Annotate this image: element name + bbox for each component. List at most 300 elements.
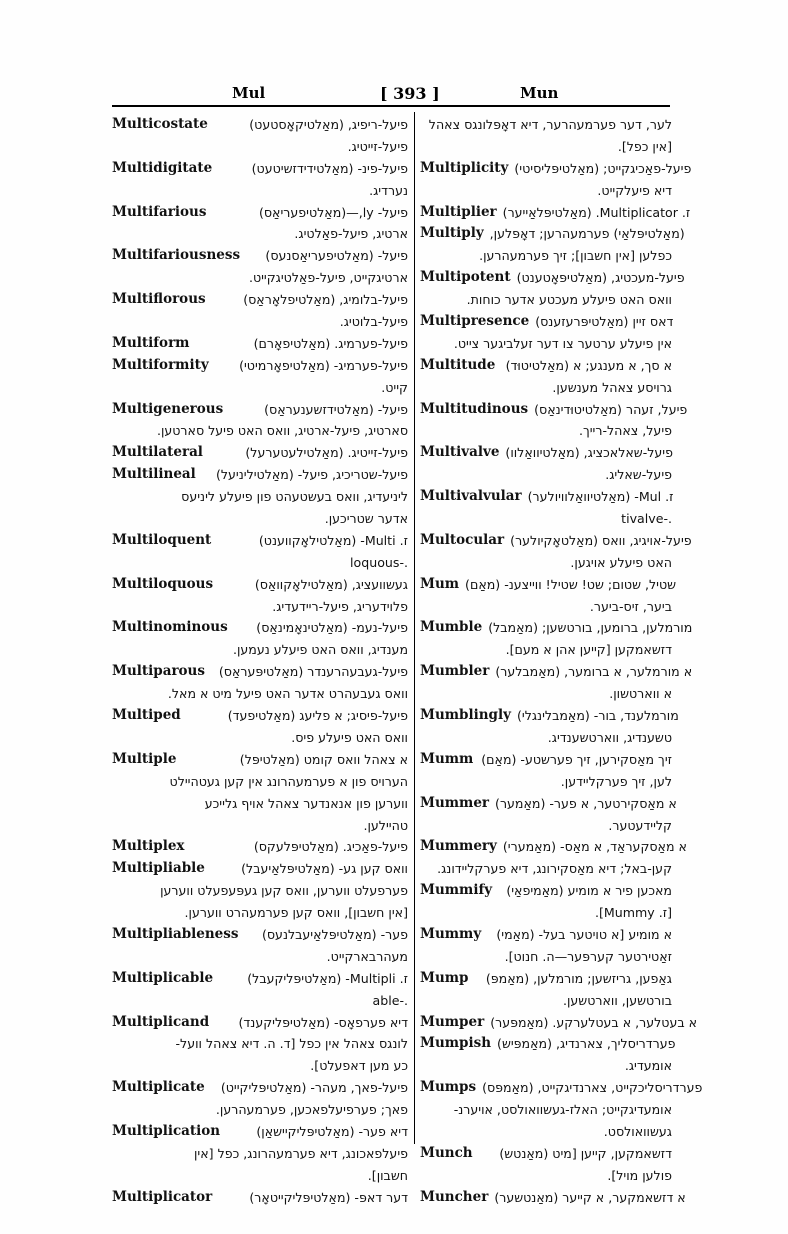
entry-line: [112, 442, 408, 464]
entry-line: [420, 180, 672, 202]
dictionary-entry: [420, 749, 672, 793]
definition-text: פיעל-בלומיג, (מאַלטיפלאָראַס): [243, 292, 408, 308]
entry-line: [420, 399, 688, 421]
definition-text: חשבון].: [367, 1167, 408, 1183]
entry-line: [112, 267, 408, 289]
entry-line: [112, 771, 408, 793]
entry-line: [420, 880, 672, 902]
entry-line: [112, 1055, 408, 1077]
entry-line: [420, 420, 672, 442]
entry-line: [420, 1143, 672, 1165]
entry-line: [112, 639, 408, 661]
entry-line: [112, 464, 408, 486]
headword: Multiplication: [112, 1122, 221, 1139]
definition-text: כע מען דאפעלט].: [310, 1058, 408, 1074]
definition-text: א מאַסקעראַד, א מאַס- (מאַמערי): [502, 839, 687, 855]
entry-line: [112, 1033, 408, 1055]
entry-line: [420, 136, 672, 158]
definition-text: א ווארטשון.: [609, 686, 672, 702]
entry-line: [420, 1055, 672, 1077]
headword: Mumm: [420, 750, 474, 767]
entry-line: [420, 574, 677, 596]
headword: Mummer: [420, 794, 490, 811]
entry-line: [112, 552, 408, 574]
definition-text: [אין חשבון], וואס קען פערמעהרט ווערען.: [184, 905, 408, 921]
entry-line: [112, 990, 408, 1012]
entry-line: [420, 530, 692, 552]
headword: Multilateral: [112, 444, 203, 461]
definition-text: דזשאמקען [קייען אהן א מעם].: [505, 642, 672, 658]
dictionary-entry: [112, 114, 408, 158]
dictionary-entry: [420, 267, 685, 311]
definition-text: א דזשאמקער, א קייער (מאַנטשער): [494, 1189, 686, 1205]
definition-text: [אין כפל].: [617, 138, 672, 154]
definition-text: טשענדיג, ווארטשענדיג.: [547, 729, 672, 745]
running-head-left: Mul: [232, 84, 266, 102]
dictionary-entry: [112, 464, 408, 530]
entry-line: [112, 1099, 408, 1121]
entry-line: [420, 858, 672, 880]
headword: Mumper: [420, 1013, 485, 1030]
entry-line: [112, 749, 408, 771]
dictionary-entry: [420, 158, 692, 202]
entry-line: [420, 355, 672, 377]
definition-text: פולען מויל].: [607, 1167, 672, 1183]
entry-line: [112, 311, 408, 333]
entry-line: [420, 1165, 672, 1187]
left-column: [112, 114, 408, 1209]
running-head-right: Mun: [520, 84, 559, 102]
dictionary-entry: [420, 1077, 703, 1143]
dictionary-entry: [112, 617, 408, 661]
dictionary-entry: [112, 289, 408, 333]
entry-line: [112, 683, 408, 705]
headword: Multiform: [112, 334, 190, 351]
entry-line: [420, 968, 672, 990]
entry-line: [112, 924, 408, 946]
definition-text: אין פיעלע ערטער צו דער זעלביגער צייט.: [453, 335, 672, 351]
headword: Multocular: [420, 531, 505, 548]
definition-text: מענדיג, וואס האט פיעלע נעמען.: [232, 642, 408, 658]
entry-line: [112, 836, 408, 858]
definition-text: מורמלען, ברומען, בורטשען; (מאַמבל): [488, 620, 693, 636]
headword: Multifariousness: [112, 247, 241, 264]
definition-text: מורמלענד, בור- (מאַמבלינגלי): [516, 708, 679, 724]
definition-text: קען-באל; דיא מאַסקירונג, דיא פערקליידונג.: [437, 861, 672, 877]
entry-line: [420, 836, 687, 858]
definition-text: פיעל, צאהל-רייך.: [578, 423, 672, 439]
dictionary-entry: [112, 158, 408, 202]
definition-text: able-.: [372, 992, 408, 1008]
entry-line: [112, 355, 408, 377]
definition-text: טהיילען.: [363, 817, 408, 833]
definition-text: לונגס צאהל אין כפל [ד. ה. דיא צאהל וועל-: [175, 1036, 408, 1052]
definition-text: א סך, א מענגע; א (מאַלטיטוּד): [505, 357, 672, 373]
entry-line: [112, 946, 408, 968]
headword: Multipotent: [420, 269, 511, 286]
definition-text: דיא פיעלקייט.: [597, 182, 672, 198]
definition-text: פערפעלט ווערען, וואס קען געפּעפעלט ווערען: [160, 883, 408, 899]
dictionary-entry: [112, 202, 408, 246]
headword: Mummify: [420, 882, 493, 899]
entry-line: [420, 596, 672, 618]
entry-line: [420, 1077, 703, 1099]
entry-line: [112, 902, 408, 924]
dictionary-entry: [112, 399, 408, 443]
entry-line: [112, 399, 408, 421]
entry-line: [112, 245, 408, 267]
definition-text: דאס זיין (מאַלטיפּרעזענס): [535, 314, 674, 330]
definition-text: פיעל-פאך, מעהר- (מאַלטיפּליקייט): [220, 1080, 408, 1096]
entry-line: [112, 858, 408, 880]
entry-line: [420, 617, 693, 639]
definition-text: האט פיעלע אויגען.: [570, 554, 672, 570]
right-column: [420, 114, 703, 1209]
definition-text: כפלען [אין חשבון]; זיך פערמעהרען.: [479, 248, 672, 264]
definition-text: וואס האט פיעלע מעכטע אדער כוחות.: [466, 292, 672, 308]
headword: Multivalvular: [420, 488, 522, 505]
entry-line: [420, 464, 672, 486]
dictionary-entry: [112, 245, 408, 289]
headword: Multilineal: [112, 466, 196, 483]
definition-text: שטיל, שטום; שט! שטיל! ווייצענ- (מאַם): [465, 576, 677, 592]
entry-line: [420, 223, 685, 245]
dictionary-entry: [420, 880, 672, 924]
definition-text: פיעל-געבעהרענדר (מאַלטיפּעראַס): [218, 664, 408, 680]
definition-text: ז. Mul- (מאַלטיוואַלוויולער): [527, 489, 674, 505]
dictionary-entry: [112, 1077, 408, 1121]
definition-text: פיעל-מעכטיג, (מאַלטיפּאָטענט): [516, 270, 685, 286]
definition-text: פיעל-פינ- (מאַלטידידזשיטעט): [251, 160, 408, 176]
dictionary-entry: [420, 202, 691, 224]
definition-text: מעהרבארקייט.: [326, 948, 408, 964]
definition-text: [ז. Mummy].: [594, 905, 672, 921]
column-divider: [414, 112, 415, 1144]
entry-line: [420, 289, 672, 311]
headword: Multipliableness: [112, 925, 239, 942]
entry-line: [420, 902, 672, 924]
entry-line: [420, 705, 679, 727]
entry-line: [112, 136, 408, 158]
entry-line: [112, 880, 408, 902]
dictionary-entry: [112, 924, 408, 968]
definition-text: לער, דער פערמעהרער, דיא דאָפּלונגס צאהל: [428, 117, 672, 132]
definition-text: וואס געבעהרט אדער האט פיעל מיט א מאל.: [167, 686, 408, 702]
headword: Multiloquous: [112, 575, 214, 592]
definition-text: פיעל-זייטיג. (מאַלטילעטערעל): [245, 445, 408, 461]
dictionary-entry: [420, 617, 693, 661]
entry-line: [420, 1099, 672, 1121]
definition-text: בורטשען, ווארטשען.: [562, 992, 672, 1008]
dictionary-entry: [112, 749, 408, 837]
dictionary-entry: [420, 1012, 698, 1034]
headword: Mum: [420, 575, 460, 592]
headword: Multidigitate: [112, 159, 213, 176]
definition-text: מאכען פיר א מומיע (מאַמיפאַי): [506, 883, 672, 899]
headword: Multiple: [112, 750, 177, 767]
entry-line: [112, 1012, 408, 1034]
entry-line: [420, 267, 685, 289]
definition-text: פיעל-פאַכיגקייט; (מאַלטיפּליסיטי): [514, 160, 692, 176]
headword: Multipliable: [112, 860, 205, 877]
definition-text: ארטיג, פיעל-פאַלטיג.: [294, 226, 408, 242]
entry-line: [112, 289, 408, 311]
definition-text: אדער שטריכען.: [324, 511, 408, 527]
entry-line: [112, 333, 408, 355]
headword: Multiformity: [112, 356, 209, 373]
entry-line: [420, 311, 672, 333]
definition-text: גרויסע צאהל מענשען.: [552, 379, 672, 395]
entry-line: [112, 661, 408, 683]
entry-line: [112, 1143, 408, 1165]
dictionary-entry: [420, 114, 672, 158]
headword: Multigenerous: [112, 400, 224, 417]
entry-line: [112, 1187, 408, 1209]
dictionary-entry: [420, 311, 672, 355]
definition-text: פיעל-זייטיג.: [347, 138, 408, 154]
headword: Multiplicity: [420, 159, 509, 176]
entry-line: [112, 420, 408, 442]
dictionary-entry: [420, 530, 692, 574]
definition-text: פיעל-פערמיג- (מאַלטיפאָרמיטי): [239, 357, 408, 373]
headword: Multiloquent: [112, 531, 212, 548]
dictionary-entry: [112, 1187, 408, 1209]
header-rule: [112, 105, 670, 107]
entry-line: [112, 202, 408, 224]
headword: Mummery: [420, 838, 497, 855]
headword: Multiped: [112, 707, 181, 724]
dictionary-entry: [112, 1012, 408, 1078]
headword: Mummy: [420, 925, 482, 942]
definition-text: פיעל-ריפיג, (מאַלטיקאָסטעט): [249, 117, 408, 132]
headword: Multipresence: [420, 313, 530, 330]
entry-line: [420, 508, 672, 530]
dictionary-entry: [420, 1033, 676, 1077]
entry-line: [112, 617, 408, 639]
definition-text: פערדריסליכקייט, צארנדיגקייט, (מאַמפּס): [482, 1080, 703, 1096]
definition-text: וואס האט פיעלע פיס.: [291, 729, 408, 745]
entry-line: [112, 815, 408, 837]
dictionary-entry: [112, 968, 408, 1012]
dictionary-entry: [420, 355, 672, 399]
entry-line: [420, 683, 672, 705]
definition-text: געשוועציג, (מאַלטילאָקוואַס): [254, 576, 408, 592]
definition-text: פערדריסליך, צארנדיג, (מאַמפּיש): [497, 1036, 676, 1052]
entry-line: [420, 114, 672, 136]
dictionary-entry: [112, 1121, 408, 1187]
entry-line: [112, 727, 408, 749]
dictionary-entry: [112, 333, 408, 355]
entry-line: [420, 1012, 698, 1034]
definition-text: פיעלפאכונג, דיא פערמעהרונג, כפל [אין: [193, 1145, 408, 1161]
definition-text: ארטיגקייט, פיעל-פאַלטיגקייט.: [248, 270, 408, 286]
dictionary-entry: [112, 858, 408, 924]
headword: Mump: [420, 969, 469, 986]
definition-text: א מורמלער, א ברומער, (מאַמבלער): [495, 664, 693, 680]
entry-line: [420, 924, 672, 946]
dictionary-entry: [112, 355, 408, 399]
entry-line: [420, 661, 693, 683]
entry-line: [112, 530, 408, 552]
definition-text: דער דאפּ- (מאַלטיפּליקייטאָר): [249, 1189, 408, 1205]
entry-line: [112, 596, 408, 618]
entry-line: [420, 486, 672, 508]
entry-line: [420, 377, 672, 399]
entry-line: [420, 639, 672, 661]
dictionary-entry: [420, 486, 672, 530]
dictionary-entry: [420, 793, 677, 837]
definition-text: ביער, זיס-ביער.: [589, 598, 672, 614]
entry-line: [112, 574, 408, 596]
entry-line: [112, 180, 408, 202]
entry-line: [420, 333, 672, 355]
dictionary-entry: [420, 442, 672, 486]
definition-text: פיעל-פיסיג; א פליעג (מאַלטיפעד): [227, 708, 408, 724]
definition-text: פיעל-נעמ- (מאַלטינאָמינאַס): [256, 620, 408, 636]
definition-text: loquous-.: [350, 554, 408, 570]
headword: Multiplier: [420, 203, 497, 220]
dictionary-entry: [112, 705, 408, 749]
entry-line: [420, 552, 672, 574]
headword: Multiplex: [112, 838, 185, 855]
entry-line: [112, 223, 408, 245]
headword: Multiplicable: [112, 969, 214, 986]
definition-text: זאַטירטער קערפּער—ה. חנוט].: [504, 948, 672, 964]
dictionary-entry: [420, 1187, 686, 1209]
definition-text: סארטיג, פיעל-ארטיג, וואס האט פיעל סארטען.: [156, 423, 408, 439]
entry-line: [420, 442, 672, 464]
entry-line: [112, 1165, 408, 1187]
headword: Multinominous: [112, 619, 228, 636]
entry-line: [420, 158, 692, 180]
entry-line: [112, 705, 408, 727]
definition-text: געשוואולסט.: [603, 1123, 672, 1139]
headword: Mumble: [420, 619, 483, 636]
dictionary-entry: [420, 705, 679, 749]
definition-text: פלוידעריג, פיעל-ריידעדיג.: [272, 598, 408, 614]
definition-text: דיא פערפאָס- (מאַלטיפּליקענד): [238, 1014, 408, 1030]
definition-text: לען, זיך פערקליידען.: [560, 773, 672, 789]
dictionary-entry: [420, 574, 677, 618]
headword: Muncher: [420, 1188, 489, 1205]
entry-line: [420, 793, 677, 815]
definition-text: דיא פער- (מאַלטיפּליקיישאַן): [256, 1123, 408, 1139]
definition-text: אומעדיג.: [624, 1058, 672, 1074]
dictionary-entry: [112, 836, 408, 858]
dictionary-entry: [420, 223, 685, 267]
entry-line: [420, 815, 672, 837]
definition-text: פיעל-שטריכיג, פיעל- (מאַלטיליניעל): [215, 467, 408, 483]
headword: Multiplicator: [112, 1188, 213, 1205]
entry-line: [112, 793, 408, 815]
definition-text: ליניעדיג, וואס בעשטעהט פון פיעלע ליניעס: [181, 489, 408, 505]
headword: Munch: [420, 1144, 473, 1161]
headword: Mumbler: [420, 663, 490, 680]
definition-text: הערויס פון א פערמעהרונג אין קען געטהיילט: [169, 773, 408, 789]
headword: Multiplicand: [112, 1013, 210, 1030]
definition-text: פיעל- (מאַלטיפעריאַסנעס): [265, 248, 408, 264]
definition-text: פיעל, זעהר (מאַלטיטוּדינאַס): [534, 401, 688, 417]
definition-text: קליידעטער.: [608, 817, 672, 833]
definition-text: ז. Multiplicator. (מאַלטיפּלאַייער): [502, 204, 691, 220]
definition-text: פיעל-שאלאכציג, (מאַלטיוואַלוו): [505, 445, 673, 461]
definition-text: פיעל-פערמיג. (מאַלטיפאָרם): [253, 335, 408, 351]
definition-text: זיך מאַסקירען, זיך פערשטע- (מאַם): [481, 751, 672, 767]
dictionary-entry: [420, 661, 693, 705]
entry-line: [420, 727, 672, 749]
definition-text: א מומיע [א טויטער בעל- (מאַמי): [496, 926, 672, 942]
headword: Multitude: [420, 356, 496, 373]
definition-text: ז. Multi- (מאַלטילאָקווענט): [258, 532, 408, 548]
definition-text: פער- (מאַלטיפּלאַיעבלנעס): [261, 926, 408, 942]
entry-line: [112, 158, 408, 180]
entry-line: [112, 508, 408, 530]
dictionary-entry: [112, 574, 408, 618]
entry-line: [112, 377, 408, 399]
definition-text: פיעל- ly,—(מאַלטיפעריאַס): [258, 204, 408, 220]
headword: Mumpish: [420, 1035, 492, 1052]
entry-line: [420, 946, 672, 968]
headword: Multiply: [420, 225, 484, 242]
definition-text: קייט.: [381, 379, 408, 395]
entry-line: [112, 1077, 408, 1099]
page-number: [ 393 ]: [380, 84, 440, 103]
entry-line: [420, 990, 672, 1012]
definition-text: פיעל-אויגיג, וואס (מאַלטאָקיולער): [510, 532, 692, 548]
headword: Multivalve: [420, 444, 500, 461]
dictionary-entry: [420, 1143, 672, 1187]
headword: Mumps: [420, 1079, 477, 1096]
entry-line: [112, 968, 408, 990]
definition-text: נערדיג.: [369, 182, 408, 198]
entry-line: [112, 114, 408, 136]
definition-text: א בעטלער, א בעטלערקע. (מאַמפּער): [490, 1014, 698, 1030]
entry-line: [420, 202, 691, 224]
dictionary-entry: [112, 661, 408, 705]
definition-text: פיעל-פאַכיג. (מאַלטיפּלעקס): [253, 839, 408, 855]
definition-text: א צאהל וואס קומט (מאַלטיפּל): [239, 751, 408, 767]
definition-text: אומעדיגקייט; האלז-געשוואולסט, אויערנ-: [453, 1102, 672, 1118]
definition-text: פיעל- (מאַלטידזשענעראַס): [264, 401, 408, 417]
definition-text: פיעל-בלוטיג.: [339, 314, 408, 330]
definition-text: דזשאמקען, קייען [מיט (מאַנטש): [499, 1145, 672, 1161]
headword: Multitudinous: [420, 400, 529, 417]
definition-text: פיעל-שאליג.: [605, 467, 672, 483]
dictionary-entry: [420, 924, 672, 968]
definition-text: וואס קען גע- (מאַלטיפּלאַיעבל): [241, 861, 408, 877]
dictionary-entry: [112, 442, 408, 464]
definition-text: (מאַלטיפּלאַי) פערמעהרען; דאָפּלען,: [489, 226, 685, 242]
entry-line: [112, 486, 408, 508]
entry-line: [420, 771, 672, 793]
entry-line: [420, 1121, 672, 1143]
dictionary-entry: [420, 836, 687, 880]
definition-text: tivalve-.: [621, 511, 672, 527]
entry-line: [112, 1121, 408, 1143]
definition-text: א מאַסקירטער, א פער- (מאַמער): [495, 795, 677, 811]
definition-text: ווערען פון אנאנדער צאהל אויף גלייכע: [204, 795, 408, 811]
headword: Multicostate: [112, 116, 208, 132]
entry-line: [420, 749, 672, 771]
entry-line: [420, 245, 672, 267]
dictionary-entry: [420, 399, 688, 443]
dictionary-entry: [420, 968, 672, 1012]
definition-text: גאַפען, גריזשען; מורמלען, (מאַמפּ): [485, 970, 672, 986]
dictionary-entry: [112, 530, 408, 574]
definition-text: ז. Multipli- (מאַלטיפּליקעבל): [247, 970, 408, 986]
definition-text: פאך; פערפיעלפאכען, פערמעהרען.: [215, 1102, 408, 1118]
headword: Multiflorous: [112, 291, 206, 308]
